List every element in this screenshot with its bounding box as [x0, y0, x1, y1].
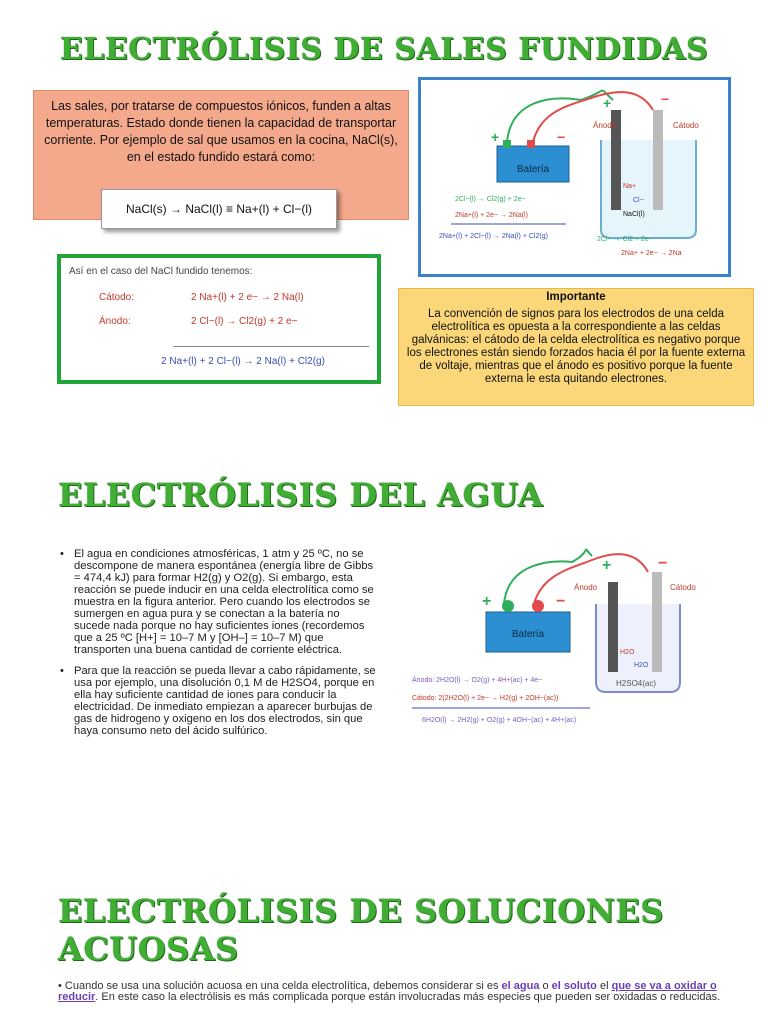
battery-terminal-plus: [502, 600, 514, 612]
green-wire: [504, 549, 592, 604]
battery-minus-sign: −: [556, 593, 566, 610]
cathode-label: Cátodo: [670, 583, 696, 592]
sulfuric-acid-label: H2SO4(ac): [616, 679, 657, 688]
anode-label: Ánodo: [593, 121, 617, 130]
anode-electrode: [608, 582, 618, 672]
section3-title-line1: ELECTRÓLISIS DE SOLUCIONES: [58, 892, 664, 930]
molten-salt-cell-diagram: [418, 77, 731, 277]
cathode-equation: 2 Na+(l) + 2 e− → 2 Na(l): [191, 292, 304, 303]
anode-label: Ánodo:: [99, 316, 131, 327]
water-label-1: H2O: [620, 649, 635, 656]
paragraph-part-4: . En este caso la electrólisis es más complicada porque están involucradas más especies que pueden ser oxidadas o reducidas.: [95, 991, 721, 1003]
battery-label: Batería: [516, 164, 550, 175]
battery-plus-sign: +: [491, 129, 500, 145]
important-note: [398, 288, 754, 406]
anode-half-reaction: Ánodo: 2H2O(l) → O2(g) + 4H+(ac) + 4e−: [412, 677, 543, 684]
sum-line: [173, 346, 369, 347]
sodium-ion-label: Na+: [623, 183, 637, 190]
list-item: • El agua en condiciones atmosféricas, 1 atm y 25 ºC, no se descompone de manera espontánea (energía libre de Gibbs = 474,4 kJ) para formar H2(g) y O2(g). Si embargo, esta reacción se puede inducir en una celda electrolítica como se muestra en la figura anterior. Pero cuando los electrodos se sumergen en agua pura y se conectan a la batería no sucede nada porque no hay suficientes iones (recordemos que a 25 ºC [H+] = 10–7 M y [OH–] = 10–7 M) que transporten una buena cantidad de corriente eléctrica.: [58, 548, 378, 656]
cathode-half-reaction: Cátodo: 2(2H2O(l) + 2e− → H2(g) + 2OH−(ac)): [412, 695, 559, 702]
anode-plus-sign: +: [603, 95, 612, 111]
anode-equation: 2 Cl−(l) → Cl2(g) + 2 e−: [191, 316, 298, 327]
chloride-ion-label: Cl−: [633, 197, 644, 204]
important-text: La convención de signos para los electrodos de una celda electrolítica es opuesta a la correspondiente a las celdas galvánicas: el cátodo de la celda electrolítica es negativo porque los electrones están siendo forzados hacia él por la fuente externa de voltaje, mientras que el ánodo es positivo porque la fuente externa le esta quitando electrones.: [406, 308, 746, 385]
nacl-intro: Así en el caso del NaCl fundido tenemos:: [69, 266, 253, 277]
dissociation-equation: NaCl(s) → NaCl(l) ≡ Na+(l) + Cl−(l): [101, 189, 337, 229]
molten-salt-label: NaCl(l): [623, 211, 645, 218]
paragraph-part-3: el: [596, 980, 612, 992]
water-electrolysis-diagram: [412, 542, 696, 730]
water-bullets: [58, 548, 378, 746]
section1-title: ELECTRÓLISIS DE SALES FUNDIDAS: [59, 32, 709, 67]
paragraph-part-1: Cuando se usa una solución acuosa en una celda electrolítica, debemos considerar si es: [64, 980, 502, 992]
battery-plus-sign: +: [482, 593, 492, 610]
molten-salt-cell-svg: [421, 80, 728, 274]
cathode-minus-sign: −: [658, 555, 668, 572]
paragraph-part-2: o: [539, 980, 552, 992]
cathode-label: Cátodo:: [99, 292, 135, 303]
battery-terminal-minus: [532, 600, 544, 612]
cathode-reaction-right: 2Na+ + 2e− → 2Na: [621, 250, 682, 257]
overall-reaction: 2Na+(l) + 2Cl−(l) → 2Na(l) + Cl2(g): [439, 233, 548, 240]
total-equation: 2 Na+(l) + 2 Cl−(l) → 2 Na(l) + Cl2(g): [161, 356, 325, 367]
battery-label: Batería: [511, 629, 545, 640]
highlight-water: el agua: [501, 980, 540, 992]
intro-text: Las sales, por tratarse de compuestos iónicos, funden a altas temperaturas. Estado donde tienen la capacidad de transportar corriente. Por ejemplo de sal que usamos en la cocina, NaCl(s), en el estado fundido estará como:: [44, 99, 398, 164]
cathode-minus-sign: −: [661, 91, 670, 107]
nacl-reactions-panel: [57, 254, 381, 384]
aqueous-paragraph: • Cuando se usa una solución acuosa en una celda electrolítica, debemos considerar si es el agua o el soluto el que se va a oxidar o reducir. En este caso la electrólisis es más complicada porque están involucradas más especies que pueden ser oxidadas o reducidas.: [58, 980, 721, 1003]
list-item: • Para que la reacción se pueda llevar a cabo rápidamente, se usa por ejemplo, una disolución 0,1 M de H2SO4, porque en ella hay suficiente cantidad de iones para conducir la electricidad. De inmediato empiezan a aparecer burbujas de gas de hidrogeno y oxigeno en los dos electrodos, sin que haya consumo neto del ácido sulfúrico.: [58, 665, 378, 737]
overall-reaction: 6H2O(l) → 2H2(g) + O2(g) + 4OH−(ac) + 4H+(ac): [422, 717, 577, 724]
anode-half-reaction: 2Cl−(l) → Cl2(g) + 2e−: [455, 196, 526, 203]
important-title: Importante: [546, 291, 606, 303]
cathode-electrode: [653, 110, 663, 210]
cathode-half-reaction: 2Na+(l) + 2e− → 2Na(l): [455, 212, 528, 219]
battery-minus-sign: −: [557, 129, 566, 145]
anode-label: Ánodo: [574, 583, 598, 592]
anode-plus-sign: +: [602, 557, 612, 574]
section2-title: ELECTRÓLISIS DEL AGUA: [58, 476, 544, 514]
highlight-oxidize-reduce: que se va a oxidar o reducir: [58, 980, 717, 1003]
anode-reaction-right: 2Cl− → Cl2 + 2e−: [597, 236, 653, 243]
water-cell-svg: [412, 542, 696, 730]
section3-title-line2: ACUOSAS: [58, 930, 239, 968]
cathode-label: Cátodo: [673, 121, 699, 130]
battery-terminal-plus: [503, 140, 511, 148]
water-label-2: H2O: [634, 662, 649, 669]
battery-terminal-minus: [527, 140, 535, 148]
highlight-solute: el soluto: [551, 980, 597, 992]
cathode-electrode: [652, 572, 662, 672]
